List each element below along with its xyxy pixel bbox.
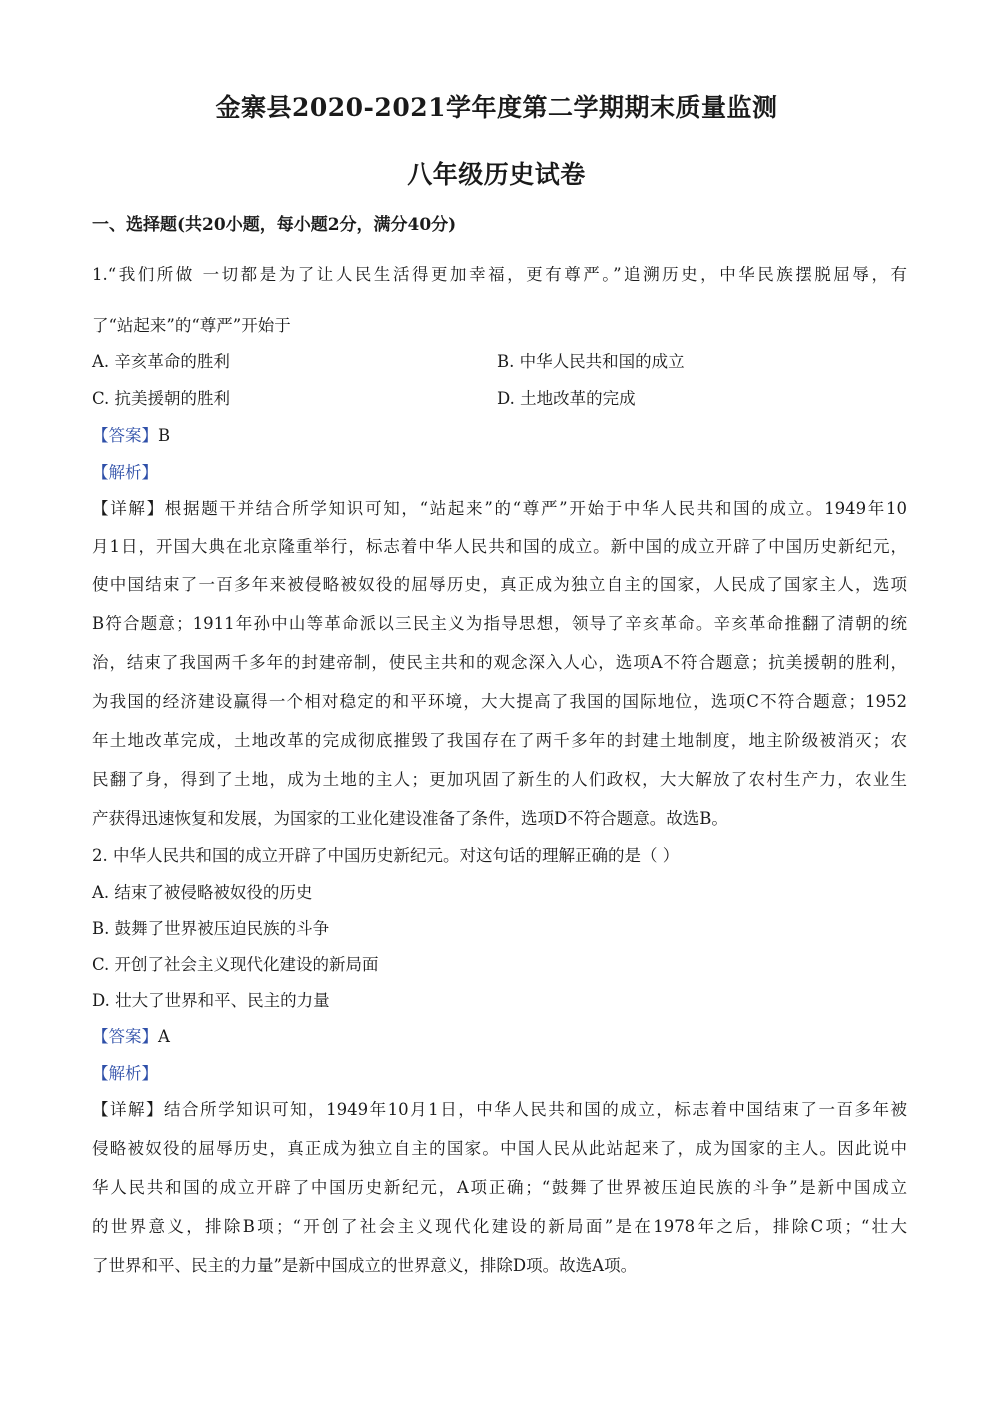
q1-stem-line2: 了“站起来”的“尊严”开始于 xyxy=(92,316,291,335)
q1-detail-line xyxy=(92,498,907,520)
q1-detail-line: 为我国的经济建设赢得一个相对稳定的和平环境，大大提高了我国的国际地位，选项C不符合题意；1952 xyxy=(92,692,907,711)
q1-option-d: D. 土地改革的完成 xyxy=(497,389,636,408)
q2-option-a: A. 结束了被侵略被奴役的历史 xyxy=(92,883,313,902)
q1-detail-line: 月1日，开国大典在北京隆重举行，标志着中华人民共和国的成立。新中国的成立开辟了中国历史新纪元， xyxy=(92,537,907,556)
q2-detail-line: 的世界意义，排除B项；“开创了社会主义现代化建设的新局面”是在1978年之后，排除C项；“壮大 xyxy=(92,1217,907,1236)
q2-answer xyxy=(92,1026,170,1048)
q1-answer-value: B xyxy=(158,426,171,445)
section-heading: 一、选择题(共20小题，每小题2分，满分40分) xyxy=(92,215,457,235)
exam-title: 金寨县2020-2021学年度第二学期期末质量监测 xyxy=(215,93,778,122)
q1-detail-line: 年土地改革完成，土地改革的完成彻底摧毁了我国存在了两千多年的封建土地制度，地主阶级被消灭；农 xyxy=(92,731,907,750)
q2-option-d: D. 壮大了世界和平、民主的力量 xyxy=(92,991,330,1010)
q1-detail-line: B符合题意；1911年孙中山等革命派以三民主义为指导思想，领导了辛亥革命。辛亥革命推翻了清朝的统 xyxy=(92,614,907,633)
q1-option-a: A. 辛亥革命的胜利 xyxy=(92,352,230,371)
q2-option-c: C. 开创了社会主义现代化建设的新局面 xyxy=(92,955,379,974)
q2-detail-line: 了世界和平、民主的力量”是新中国成立的世界意义，排除D项。故选A项。 xyxy=(92,1256,638,1275)
q1-detail-text: 根据题干并结合所学知识可知，“站起来”的“尊严”开始于中华人民共和国的成立。1949年10 xyxy=(164,499,907,518)
q1-detail-line: 产获得迅速恢复和发展，为国家的工业化建设准备了条件，选项D不符合题意。故选B。 xyxy=(92,809,728,828)
q2-detail-line xyxy=(92,1099,907,1121)
q2-detail-line: 侵略被奴役的屈辱历史，真正成为独立自主的国家。中国人民从此站起来了，成为国家的主人。因此说中 xyxy=(92,1139,907,1158)
q2-stem: 2. 中华人民共和国的成立开辟了中国历史新纪元。对这句话的理解正确的是（ ） xyxy=(92,846,680,865)
q1-detail-line: 使中国结束了一百多年来被侵略被奴役的屈辱历史，真正成为独立自主的国家，人民成了国家主人，选项 xyxy=(92,575,907,594)
q1-option-c: C. 抗美援朝的胜利 xyxy=(92,389,231,408)
q1-detail-label: 【详解】 xyxy=(92,499,165,518)
q1-option-b: B. 中华人民共和国的成立 xyxy=(497,352,685,371)
q1-answer-label: 【答案】 xyxy=(92,426,158,445)
q2-detail-label: 【详解】 xyxy=(92,1100,165,1119)
exam-subtitle: 八年级历史试卷 xyxy=(407,160,586,189)
q1-detail-line: 民翻了身，得到了土地，成为土地的主人；更加巩固了新生的人们政权，大大解放了农村生产力，农业生 xyxy=(92,770,907,789)
q1-answer xyxy=(92,425,170,447)
q1-analysis-label: 【解析】 xyxy=(92,463,158,482)
q1-detail-line: 治，结束了我国两千多年的封建帝制，使民主共和的观念深入人心，选项A不符合题意；抗美援朝的胜利， xyxy=(92,653,907,672)
q2-answer-label: 【答案】 xyxy=(92,1027,158,1046)
q2-analysis-label: 【解析】 xyxy=(92,1064,158,1083)
q2-detail-line: 华人民共和国的成立开辟了中国历史新纪元，A项正确；“鼓舞了世界被压迫民族的斗争”是新中国成立 xyxy=(92,1178,907,1197)
q1-stem-line1: 1.“我们所做 一切都是为了让人民生活得更加幸福，更有尊严。”追溯历史，中华民族摆脱屈辱，有 xyxy=(92,265,907,284)
q2-option-b: B. 鼓舞了世界被压迫民族的斗争 xyxy=(92,919,330,938)
q2-detail-text: 结合所学知识可知，1949年10月1日，中华人民共和国的成立，标志着中国结束了一百多年被 xyxy=(164,1100,907,1119)
q2-answer-value: A xyxy=(158,1027,170,1046)
